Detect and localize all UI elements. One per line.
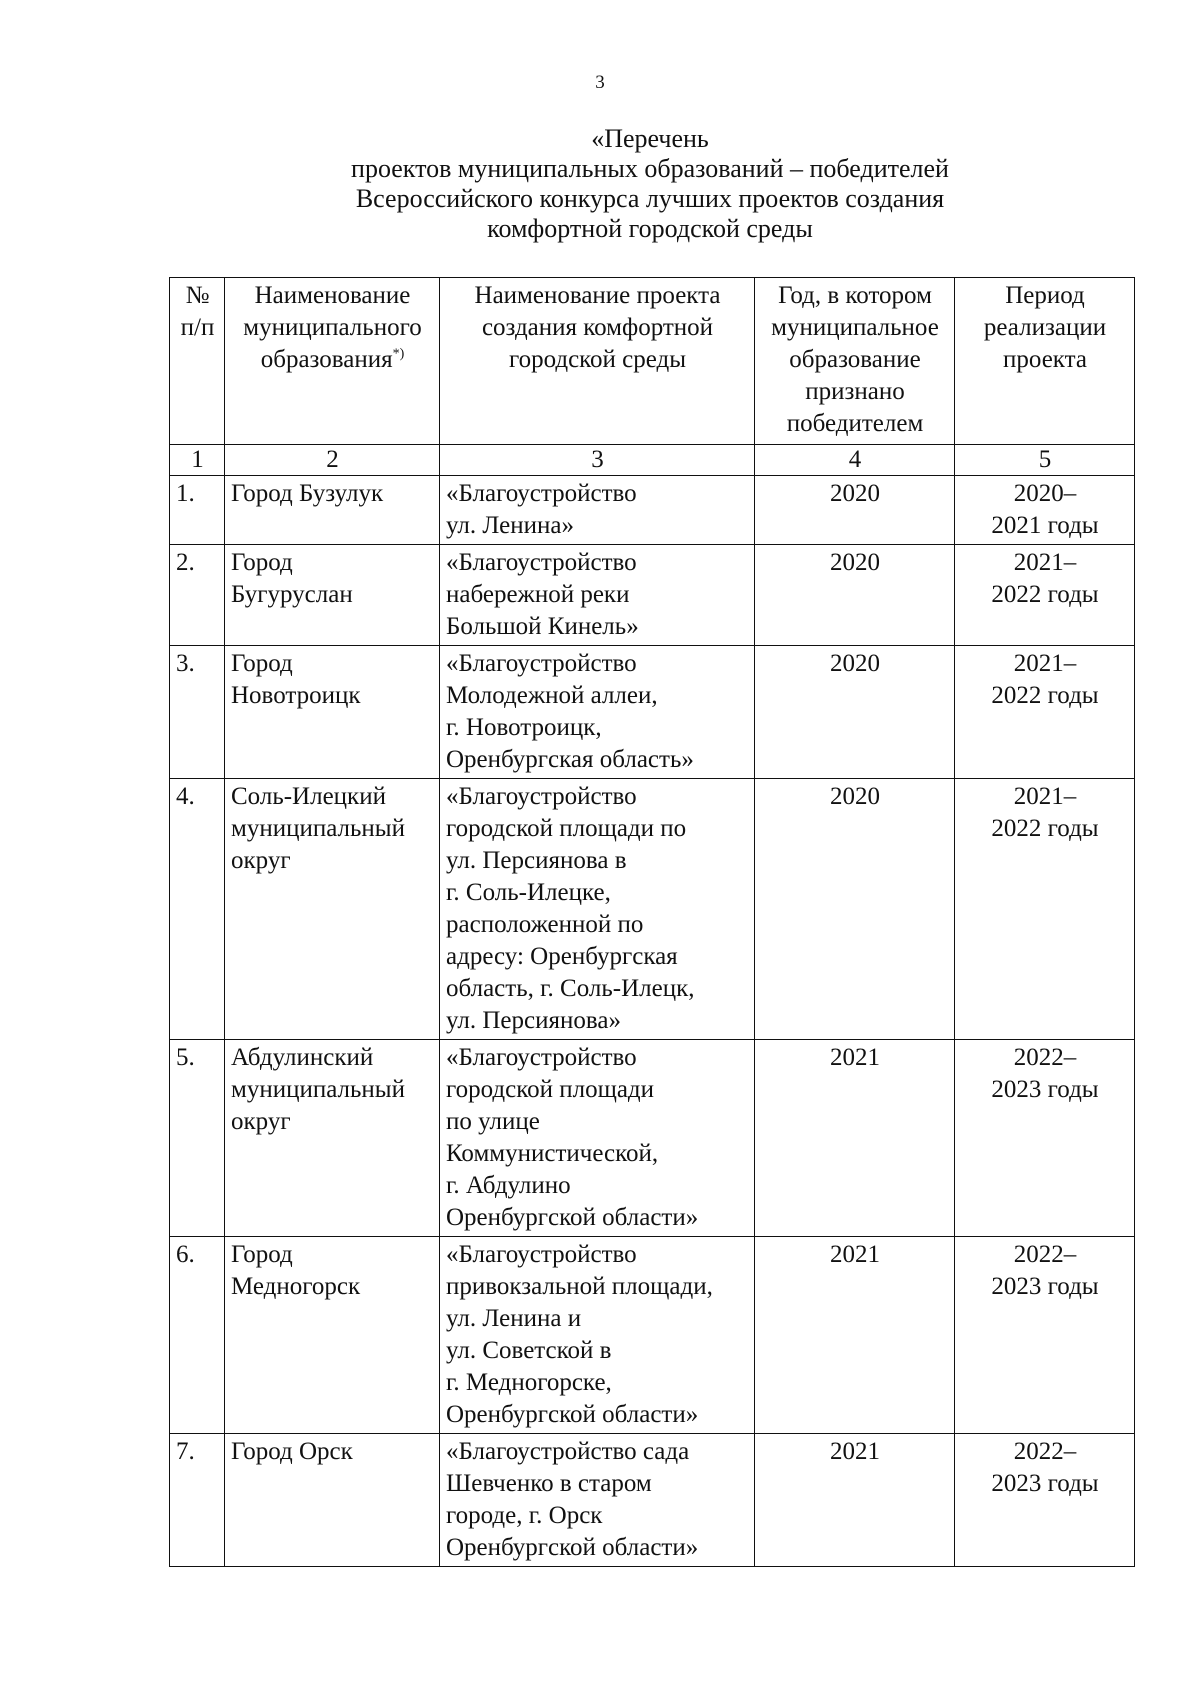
column-number: 3 [440, 445, 755, 476]
table-row [170, 646, 1135, 779]
table-header-row [170, 278, 1135, 445]
implementation-period: 2020– 2021 годы [955, 476, 1135, 545]
project-name: «Благоустройство набережной реки Большой Кинель» [440, 545, 755, 646]
row-number: 5. [170, 1040, 225, 1237]
footnote-marker: *) [392, 346, 405, 362]
project-name: «Благоустройство привокзальной площади, ул. Ленина и ул. Советской в г. Медногорске, Оренбургской области» [440, 1237, 755, 1434]
header-number: № п/п [170, 278, 225, 445]
table-row [170, 476, 1135, 545]
row-number: 3. [170, 646, 225, 779]
column-number: 2 [225, 445, 440, 476]
projects-table [169, 277, 1135, 1567]
table-row [170, 779, 1135, 1040]
header-year: Год, в котором муниципальное образование признано победителем [755, 278, 955, 445]
implementation-period: 2021– 2022 годы [955, 779, 1135, 1040]
municipality-name: Город Бузулук [225, 476, 440, 545]
winner-year: 2020 [755, 779, 955, 1040]
table-row [170, 1434, 1135, 1567]
column-number: 4 [755, 445, 955, 476]
municipality-name: Город Медногорск [225, 1237, 440, 1434]
project-name: «Благоустройство городской площади по ул. Персиянова в г. Соль-Илецке, расположенной по адресу: Оренбургская область, г. Соль-Илецк, ул. Персиянова» [440, 779, 755, 1040]
table-row [170, 545, 1135, 646]
header-period: Период реализации проекта [955, 278, 1135, 445]
title-line: Всероссийского конкурса лучших проектов создания [355, 184, 945, 213]
municipality-name: Абдулинский муниципальный округ [225, 1040, 440, 1237]
row-number: 7. [170, 1434, 225, 1567]
municipality-name: Город Орск [225, 1434, 440, 1567]
header-municipality [225, 278, 440, 445]
winner-year: 2021 [755, 1040, 955, 1237]
row-number: 6. [170, 1237, 225, 1434]
title-line: комфортной городской среды [487, 214, 813, 243]
winner-year: 2021 [755, 1237, 955, 1434]
row-number: 1. [170, 476, 225, 545]
column-number: 1 [170, 445, 225, 476]
header-municipality-label: Наименование муниципального образования [243, 282, 422, 373]
project-name: «Благоустройство сада Шевченко в старом городе, г. Орск Оренбургской области» [440, 1434, 755, 1567]
project-name: «Благоустройство Молодежной аллеи, г. Новотроицк, Оренбургская область» [440, 646, 755, 779]
project-name: «Благоустройство городской площади по улице Коммунистической, г. Абдулино Оренбургской области» [440, 1040, 755, 1237]
municipality-name: Город Бугуруслан [225, 545, 440, 646]
page-number: 3 [595, 72, 605, 93]
winner-year: 2021 [755, 1434, 955, 1567]
implementation-period: 2022– 2023 годы [955, 1434, 1135, 1567]
column-numbers-row [170, 445, 1135, 476]
implementation-period: 2022– 2023 годы [955, 1040, 1135, 1237]
winner-year: 2020 [755, 476, 955, 545]
project-name: «Благоустройство ул. Ленина» [440, 476, 755, 545]
winner-year: 2020 [755, 646, 955, 779]
winner-year: 2020 [755, 545, 955, 646]
municipality-name: Соль-Илецкий муниципальный округ [225, 779, 440, 1040]
municipality-name: Город Новотроицк [225, 646, 440, 779]
table-row [170, 1040, 1135, 1237]
document-title [150, 124, 1150, 244]
implementation-period: 2021– 2022 годы [955, 646, 1135, 779]
column-number: 5 [955, 445, 1135, 476]
implementation-period: 2021– 2022 годы [955, 545, 1135, 646]
title-line: «Перечень [591, 124, 709, 153]
row-number: 4. [170, 779, 225, 1040]
title-line: проектов муниципальных образований – победителей [351, 154, 949, 183]
row-number: 2. [170, 545, 225, 646]
table-row [170, 1237, 1135, 1434]
implementation-period: 2022– 2023 годы [955, 1237, 1135, 1434]
header-project: Наименование проекта создания комфортной городской среды [440, 278, 755, 445]
